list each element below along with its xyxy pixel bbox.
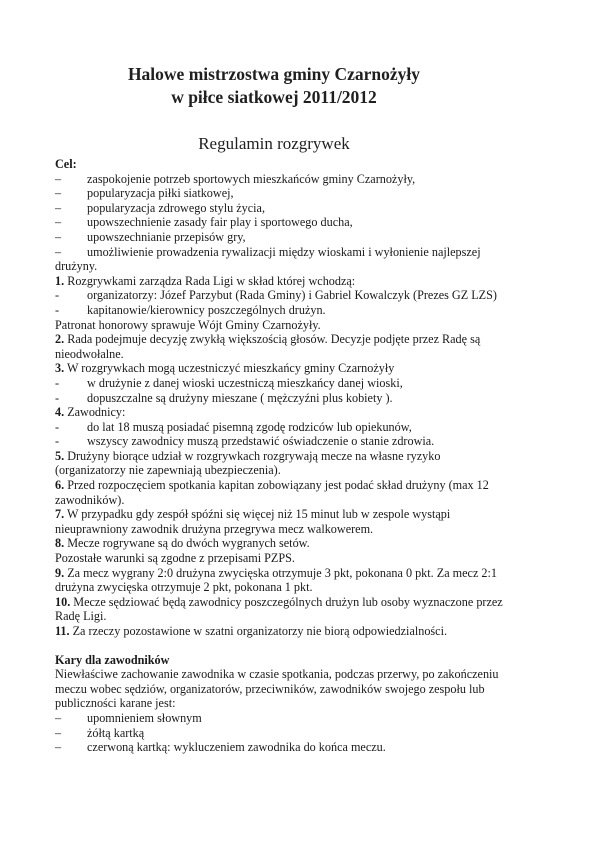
kary-item xyxy=(55,740,555,755)
rule-number: 1. xyxy=(55,273,65,288)
cel-item xyxy=(55,201,555,216)
hyphen-bullet: - xyxy=(55,302,60,317)
rule-number: 4. xyxy=(55,405,65,420)
rule-2-cont: nieodwołalne. xyxy=(55,346,124,361)
kary-item-text: żółtą kartką xyxy=(87,725,145,740)
rule-9 xyxy=(55,566,555,581)
hyphen-bullet: - xyxy=(55,288,60,303)
kary-item xyxy=(55,711,555,726)
rule-4-item xyxy=(55,434,555,449)
rule-7 xyxy=(55,507,555,522)
rule-1-note: Patronat honorowy sprawuje Wójt Gminy Czarnożyły. xyxy=(55,317,321,332)
rule-number: 5. xyxy=(55,448,65,463)
cel-item xyxy=(55,172,555,187)
dash-bullet: – xyxy=(55,244,62,259)
cel-item-text: popularyzacja piłki siatkowej, xyxy=(87,186,234,201)
rule-5-cont: (organizatorzy nie zapewniają ubezpieczenia). xyxy=(55,463,281,478)
cel-item-text: upowszechnianie przepisów gry, xyxy=(87,229,246,244)
rule-3-item xyxy=(55,376,555,391)
rule-text: Drużyny biorące udział w rozgrywkach rozgrywają mecze na własne ryzyko xyxy=(67,448,441,463)
rule-number: 8. xyxy=(55,536,65,551)
rule-text: Za mecz wygrany 2:0 drużyna zwycięska otrzymuje 3 pkt, pokonana 0 pkt. Za mecz 2:1 xyxy=(67,565,497,580)
dash-bullet: – xyxy=(55,186,62,201)
cel-item xyxy=(55,215,555,230)
kary-item-text: upomnieniem słownym xyxy=(87,710,202,725)
rule-text: Przed rozpoczęciem spotkania kapitan zobowiązany jest podać skład drużyny (max 12 xyxy=(67,478,489,493)
document-title xyxy=(0,63,548,109)
cel-item-text: umożliwienie prowadzenia rywalizacji między wioskami i wyłonienie najlepszej xyxy=(87,244,481,259)
rule-1 xyxy=(55,274,555,289)
rule-5 xyxy=(55,449,555,464)
rule-10-cont: Radę Ligi. xyxy=(55,609,107,624)
rule-text: W rozgrywkach mogą uczestniczyć mieszkańcy gminy Czarnożyły xyxy=(66,361,395,376)
rule-text: Mecze sędziować będą zawodnicy poszczególnych drużyn lub osoby wyznaczone przez xyxy=(73,594,503,609)
document-subtitle: Regulamin rozgrywek xyxy=(198,134,350,153)
rule-text: Mecze rogrywane są do dwóch wygranych setów. xyxy=(67,536,310,551)
dash-bullet: – xyxy=(55,215,62,230)
rule-text: Zawodnicy: xyxy=(67,405,126,420)
rule-text: Rada podejmuje decyzję zwykłą większością głosów. Decyzje podjęte przez Radę są xyxy=(67,332,481,347)
cel-item-text: upowszechnienie zasady fair play i sportowego ducha, xyxy=(87,215,353,230)
rule-item-text: kapitanowie/kierownicy poszczególnych drużyn. xyxy=(87,302,326,317)
rule-item-text: dopuszczalne są drużyny mieszane ( mężczyźni plus kobiety ). xyxy=(87,390,393,405)
rule-8-note: Pozostałe warunki są zgodne z przepisami PZPS. xyxy=(55,551,295,566)
kary-item xyxy=(55,726,555,741)
rule-11 xyxy=(55,624,555,639)
section-gap xyxy=(55,639,555,653)
cel-item-text: zaspokojenie potrzeb sportowych mieszkańców gminy Czarnożyły, xyxy=(87,171,416,186)
rule-number: 2. xyxy=(55,332,65,347)
rule-item-text: wszyscy zawodnicy muszą przedstawić oświadczenie o stanie zdrowia. xyxy=(87,434,435,449)
rule-item-text: w drużynie z danej wioski uczestniczą mieszkańcy danej wioski, xyxy=(87,375,403,390)
rule-3 xyxy=(55,361,555,376)
rule-number: 10. xyxy=(55,594,71,609)
kary-text: meczu wobec sędziów, organizatorów, przeciwników, zawodników swojego zespołu lub xyxy=(55,681,485,696)
rule-4-item xyxy=(55,420,555,435)
cel-item xyxy=(55,230,555,245)
rule-6 xyxy=(55,478,555,493)
rule-text: Za rzeczy pozostawione w szatni organizatorzy nie biorą odpowiedzialności. xyxy=(72,624,448,638)
rule-2 xyxy=(55,332,555,347)
rule-4 xyxy=(55,405,555,420)
dash-bullet: – xyxy=(55,200,62,215)
hyphen-bullet: - xyxy=(55,434,60,449)
rule-item-text: do lat 18 muszą posiadać pisemną zgodę rodziców lub opiekunów, xyxy=(87,419,412,434)
dash-bullet: – xyxy=(55,229,62,244)
rule-8 xyxy=(55,536,555,551)
dash-bullet: – xyxy=(55,171,62,186)
rule-3-item xyxy=(55,391,555,406)
hyphen-bullet: - xyxy=(55,419,60,434)
cel-tail: drużyny. xyxy=(55,259,98,274)
rule-1-item xyxy=(55,288,555,303)
dash-bullet: – xyxy=(55,710,62,725)
rule-number: 11. xyxy=(55,624,70,638)
rule-10 xyxy=(55,595,555,610)
rule-number: 3. xyxy=(55,361,65,376)
cel-item-text: popularyzacja zdrowego stylu życia, xyxy=(87,200,265,215)
rule-item-text: organizatorzy: Józef Parzybut (Rada Gminy) i Gabriel Kowalczyk (Prezes GZ LZS) xyxy=(87,288,497,303)
hyphen-bullet: - xyxy=(55,375,60,390)
kary-text: publiczności karane jest: xyxy=(55,696,176,711)
rule-7-cont: nieuprawniony zawodnik drużyna przegrywa mecz walkowerem. xyxy=(55,521,374,536)
kary-item-text: czerwoną kartką: wykluczeniem zawodnika do końca meczu. xyxy=(87,740,386,755)
rule-text: W przypadku gdy zespół spóźni się więcej niż 15 minut lub w zespole wystąpi xyxy=(66,507,451,522)
kary-heading: Kary dla zawodników xyxy=(55,652,170,667)
kary-text: Niewłaściwe zachowanie zawodnika w czasie spotkania, podczas przerwy, po zakończeniu xyxy=(55,667,499,682)
rule-number: 9. xyxy=(55,565,65,580)
dash-bullet: – xyxy=(55,725,62,740)
title-line-1: Halowe mistrzostwa gminy Czarnożyły xyxy=(127,64,421,84)
dash-bullet: – xyxy=(55,740,62,755)
rule-text: Rozgrywkami zarządza Rada Ligi w skład której wchodzą: xyxy=(67,273,356,288)
rule-6-cont: zawodników). xyxy=(55,492,125,507)
cel-item xyxy=(55,186,555,201)
rule-1-item xyxy=(55,303,555,318)
cel-item xyxy=(55,245,555,260)
document-body xyxy=(55,157,555,755)
rule-number: 7. xyxy=(55,507,65,522)
cel-label: Cel: xyxy=(55,157,77,171)
rule-9-cont: drużyna zwycięska otrzymuje 2 pkt, pokonana 1 pkt. xyxy=(55,580,313,595)
hyphen-bullet: - xyxy=(55,390,60,405)
rule-number: 6. xyxy=(55,478,65,493)
title-line-2: w piłce siatkowej 2011/2012 xyxy=(171,87,377,107)
